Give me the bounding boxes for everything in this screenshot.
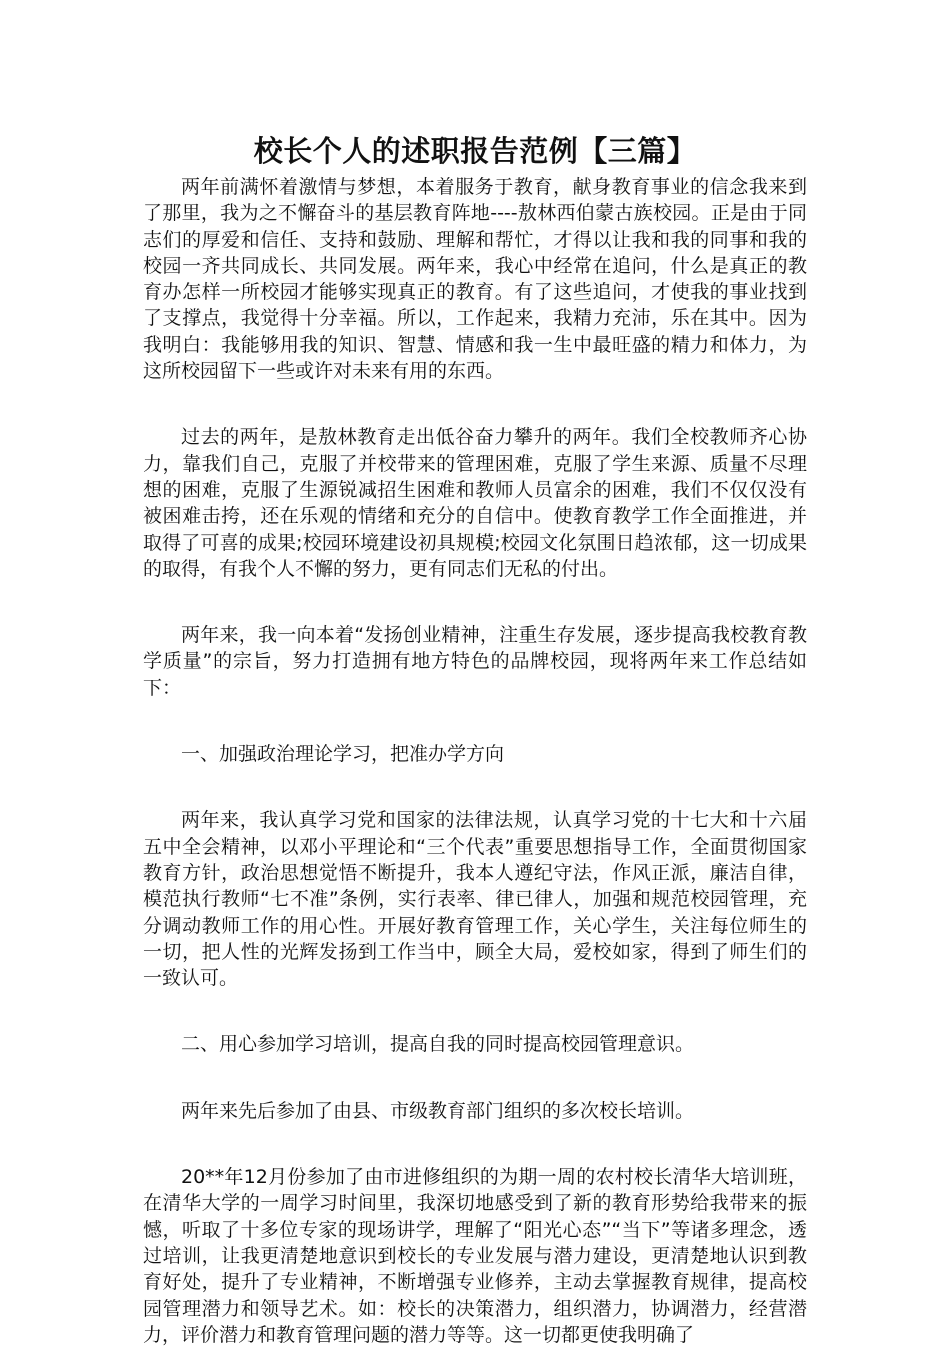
paragraph-training: 两年来先后参加了由县、市级教育部门组织的多次校长培训。 [181, 1099, 695, 1122]
paragraph-gap [143, 1124, 807, 1164]
section-heading-2: 二、用心参加学习培训，提高自我的同时提高校园管理意识。 [181, 1033, 695, 1056]
paragraph-gap [143, 767, 807, 807]
paragraph-purpose: 两年来，我一向本着“发扬创业精神，注重生存发展，逐步提高我校教育教学质量”的宗旨，努力打造拥有地方特色的品牌校园，现将两年来工作总结如下： [143, 624, 807, 699]
paragraph-gap [143, 384, 807, 424]
paragraph-gap [143, 991, 807, 1031]
document-title: 校长个人的述职报告范例【三篇】 [253, 134, 697, 168]
paragraph-intro: 两年前满怀着激情与梦想，本着服务于教育，献身教育事业的信念我来到了那里，我为之不懈奋斗的基层教育阵地----敖林西伯蒙古族校园。正是由于同志们的厚爱和信任、支持和鼓励、理解和帮忙，才得以让我和我的同事和我的校园一齐共同成长、共同发展。两年来，我心中经常在追问，什么是真正的教育办怎样一所校园才能够实现真正的教育。有了这些追问，才使我的事业找到了支撑点，我觉得十分幸福。所以，工作起来，我精力充沛，乐在其中。因为我明白：我能够用我的知识、智慧、情感和我一生中最旺盛的精力和体力，为这所校园留下一些或许对未来有用的东西。 [143, 176, 807, 383]
document-page [143, 128, 807, 1348]
paragraph-tsinghua-training: 20**年12月份参加了由市进修组织的为期一周的农村校长清华大培训班，在清华大学的一周学习时间里，我深切地感受到了新的教育形势给我带来的振憾，听取了十多位专家的现场讲学，理解了“阳光心态”“当下”等诸多理念，透过培训，让我更清楚地意识到校长的专业发展与潜力建设，更清楚地认识到教育好处，提升了专业精神，不断增强专业修养，主动去掌握教育规律，提高校园管理潜力和领导艺术。如：校长的决策潜力，组织潜力，协调潜力，经营潜力，评价潜力和教育管理问题的潜力等等。这一切都更使我明确了 [143, 1166, 807, 1346]
paragraph-past-two-years: 过去的两年，是敖林教育走出低谷奋力攀升的两年。我们全校教师齐心协力，靠我们自己，克服了并校带来的管理困难，克服了学生来源、质量不尽理想的困难，克服了生源锐减招生困难和教师人员富余的困难，我们不仅仅没有被困难击挎，还在乐观的情绪和充分的自信中。使教育教学工作全面推进，并取得了可喜的成果;校园环境建设初具规模;校园文化氛围日趋浓郁，这一切成果的取得，有我个人不懈的努力，更有同志们无私的付出。 [143, 426, 807, 580]
paragraph-gap [143, 1058, 807, 1098]
section-heading-1: 一、加强政治理论学习，把准办学方向 [181, 743, 505, 766]
paragraph-gap [143, 582, 807, 622]
paragraph-gap [143, 701, 807, 741]
paragraph-political-study: 两年来，我认真学习党和国家的法律法规，认真学习党的十七大和十六届五中全会精神，以邓小平理论和“三个代表”重要思想指导工作，全面贯彻国家教育方针，政治思想觉悟不断提升，我本人遵纪守法，作风正派，廉洁自律，模范执行教师“七不准”条例，实行表率、律已律人，加强和规范校园管理，充分调动教师工作的用心性。开展好教育管理工作，关心学生，关注每位师生的一切，把人性的光辉发扬到工作当中，顾全大局，爱校如家，得到了师生们的一致认可。 [143, 809, 807, 990]
